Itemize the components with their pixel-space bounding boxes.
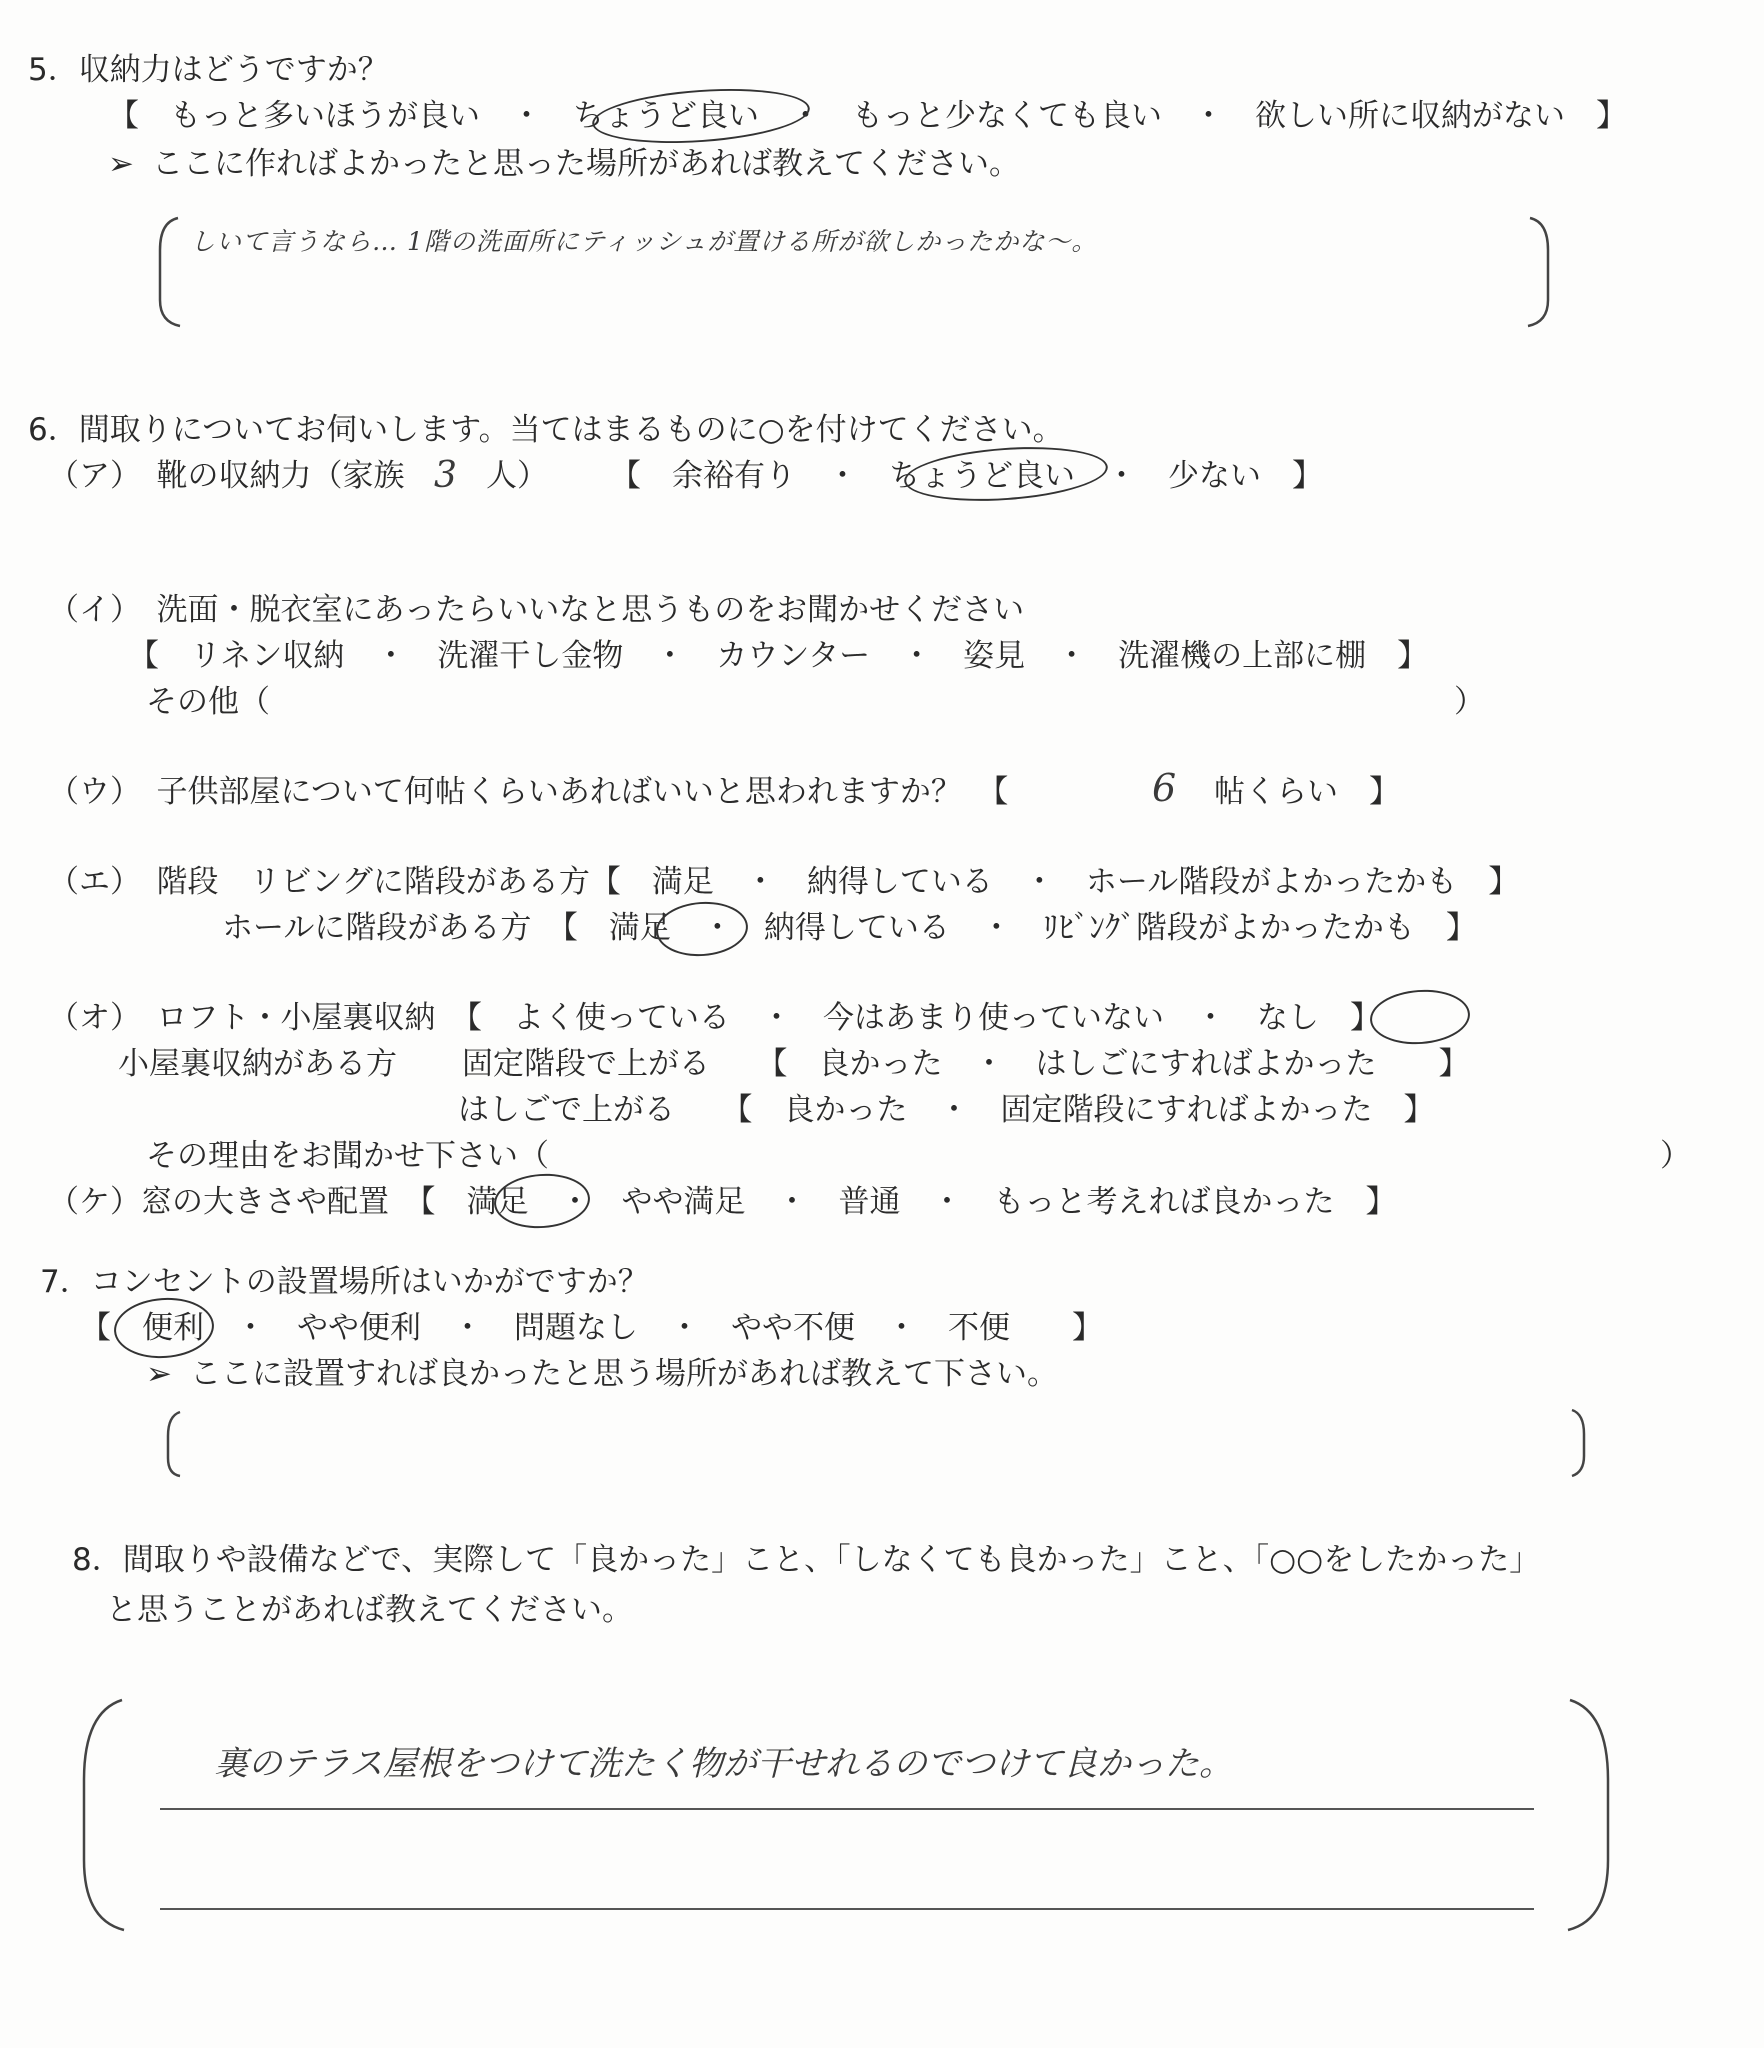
q6-u-label: （ウ） 子供部屋について何帖くらいあればいいと思われますか？ 【 [48, 774, 1009, 810]
q6-o-reason-label: その理由をお聞かせ下さい（ [146, 1138, 549, 1174]
q6-i-other-label: その他（ [146, 684, 270, 720]
q6-o-fixed-row: 固定階段で上がる 【 良かった ・ はしごにすればよかった 】 [462, 1046, 1470, 1082]
q7-prompt-mark: ➢ [146, 1356, 172, 1392]
q8-title: 8．間取りや設備などで、実際して「良かった」こと、「しなくても良かった」こと、「○○をしたかった」 [72, 1542, 1541, 1578]
q7-options: 【 便利 ・ やや便利 ・ 問題なし ・ やや不便 ・ 不便 】 [80, 1310, 1103, 1346]
q6-u-answer: 6 [1152, 766, 1177, 810]
q7-prompt: ここに設置すれば良かったと思う場所があれば教えて下さい。 [190, 1356, 1058, 1392]
q6-o-reason-close: ） [1660, 1138, 1691, 1174]
q6-e-hall-row: ホールに階段がある方 【 満足 ・ 納得している ・ ﾘﾋﾞﾝｸﾞ階段がよかったかも 】 [222, 910, 1477, 946]
q5-answer-right-bracket [1528, 218, 1548, 326]
q7-title: 7．コンセントの設置場所はいかがですか？ [40, 1264, 649, 1300]
q5-prompt: ここに作ればよかったと思った場所があれば教えてください。 [152, 146, 1020, 182]
q6-a-label: （ア） 靴の収納力（家族 [48, 458, 405, 494]
q6-o-attic-label: 小屋裏収納がある方 [118, 1046, 397, 1082]
q8-answer-line-2 [160, 1908, 1534, 1910]
q5-answer: しいて言うなら… 1階の洗面所にティッシュが置ける所が欲しかったかな～。 [190, 227, 1098, 256]
q5-answer-left-bracket [160, 218, 180, 326]
q8-answer: 裏のテラス屋根をつけて洗たく物が干せれるのでつけて良かった。 [214, 1744, 1233, 1784]
q6-i-other-close: ） [1454, 684, 1485, 720]
q8-answer-line-1 [160, 1808, 1534, 1810]
q6-o-ladder-row: はしごで上がる 【 良かった ・ 固定階段にすればよかった 】 [458, 1092, 1435, 1128]
q6-a-family-count: 3 [434, 455, 457, 496]
q6-e-label: （エ） 階段 リビングに階段がある方【 満足 ・ 納得している ・ ホール階段がよかったかも 】 [48, 864, 1520, 900]
q6-i-label: （イ） 洗面・脱衣室にあったらいいなと思うものをお聞かせください [48, 592, 1025, 628]
q5-prompt-mark: ➢ [108, 146, 134, 182]
q6-ke-label: （ケ）窓の大きさや配置 【 満足 ・ やや満足 ・ 普通 ・ もっと考えれば良かった 】 [48, 1184, 1397, 1220]
q7-answer-left-bracket [168, 1412, 180, 1476]
q5-title: 5．収納力はどうですか？ [28, 52, 389, 88]
q6-u-suffix: 帖くらい 】 [1214, 774, 1400, 810]
q8-answer-left-bracket [84, 1700, 124, 1930]
q6-a-options: 【 余裕有り ・ ちょうど良い ・ 少ない 】 [610, 458, 1323, 494]
q6-o-label: （オ） ロフト・小屋裏収納 【 よく使っている ・ 今はあまり使っていない ・ なし 】 [48, 1000, 1381, 1036]
q5-options: 【 もっと多いほうが良い ・ ちょうど良い ・ もっと少なくても良い ・ 欲しい所に収納がない 】 [108, 98, 1627, 134]
q8-title-2: と思うことがあれば教えてください。 [106, 1592, 633, 1628]
q6-a-label-suffix: 人） [486, 458, 548, 494]
q6-i-options: 【 リネン収納 ・ 洗濯干し金物 ・ カウンター ・ 姿見 ・ 洗濯機の上部に棚 】 [128, 638, 1429, 674]
q6-title: 6．間取りについてお伺いします。当てはまるものに○を付けてください。 [28, 412, 1064, 448]
q7-answer-right-bracket [1572, 1410, 1584, 1476]
q8-answer-right-bracket [1568, 1700, 1608, 1930]
